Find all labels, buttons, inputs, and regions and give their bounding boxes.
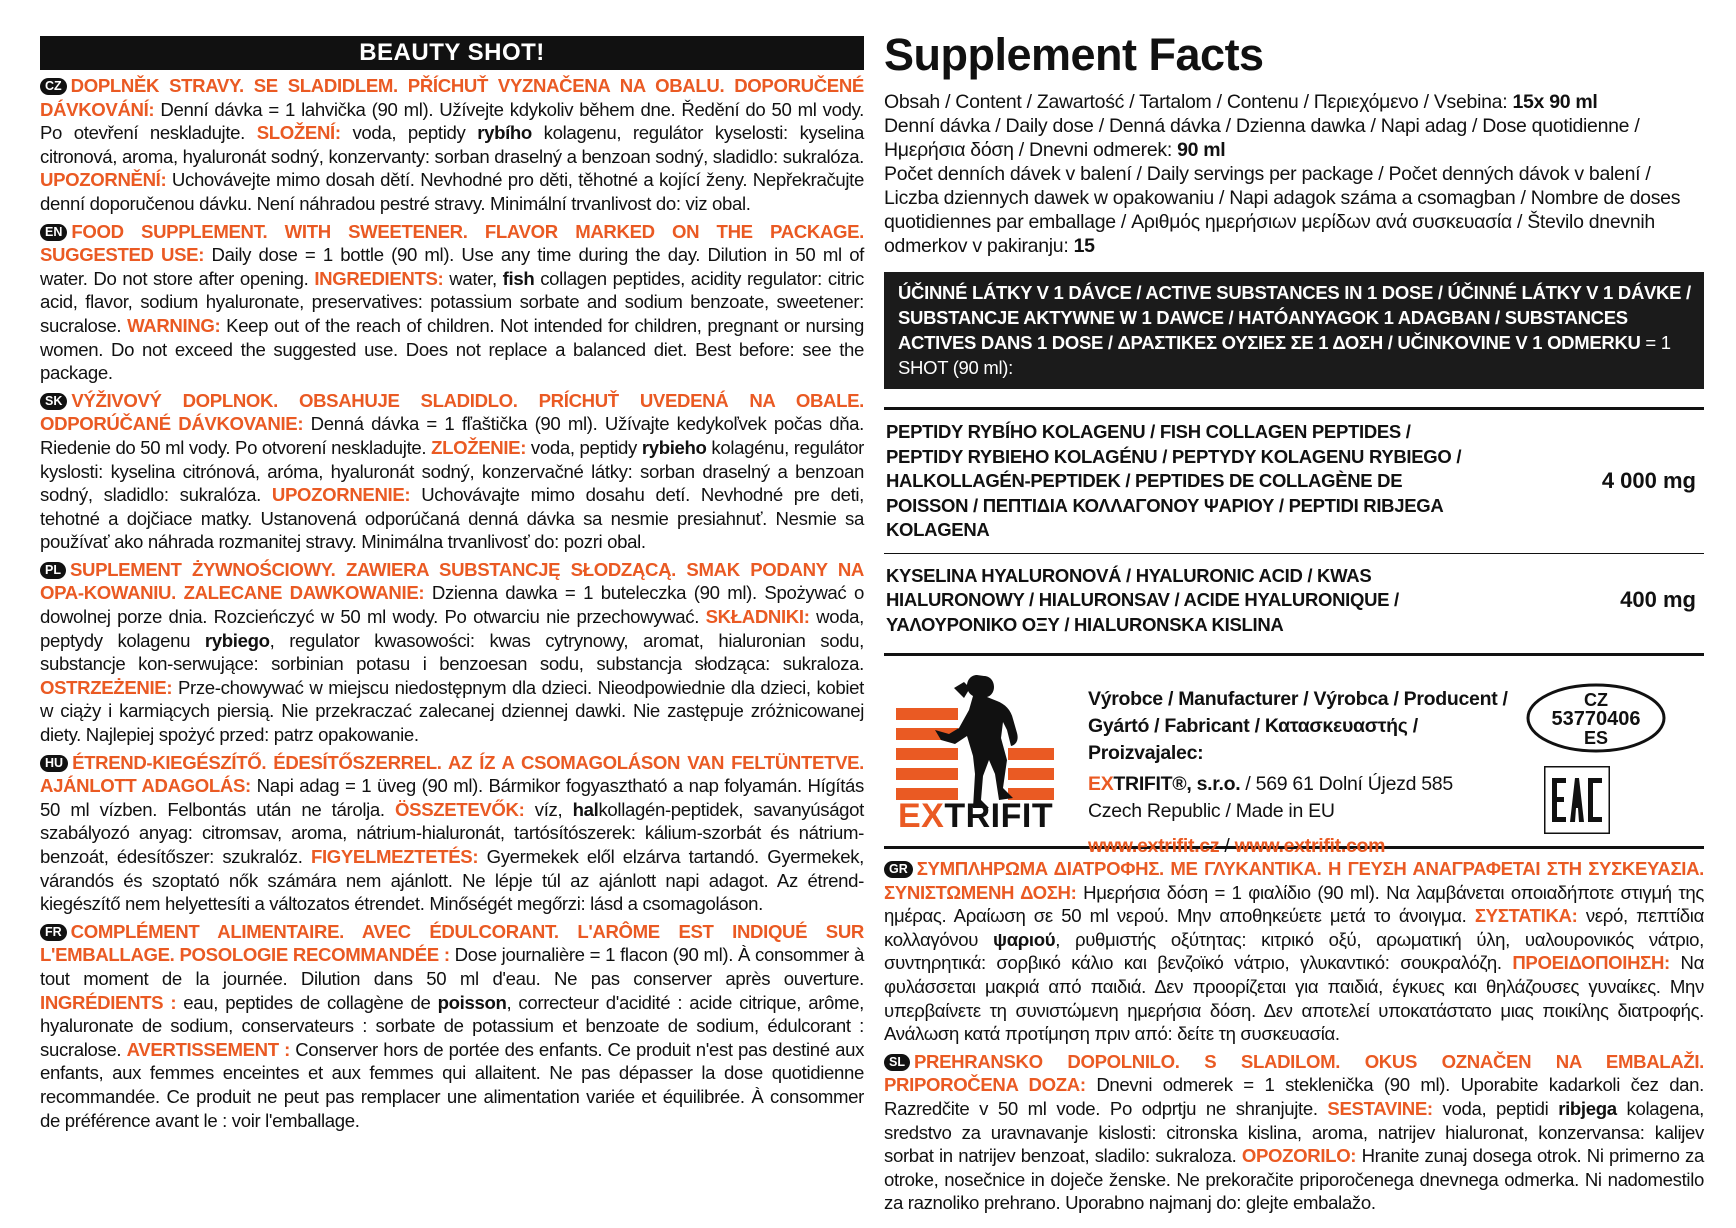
cz-code-es: ES: [1583, 728, 1609, 748]
ingredient-row: [884, 410, 1704, 553]
lang-text: FOOD SUPPLEMENT. WITH SWEETENER. FLAVOR MARKED ON THE PACKAGE. SUGGESTED USE: Daily dose = 1 bottle (90 ml). Use any time during the day. Dilution in 50 ml of water. Do not store after opening. INGREDIENTS: water, fish collagen peptides, acidity regulator: citric acid, flavor, sodium hyaluronate, preservatives: potassium sorbate and sodium benzoate, sweetener: sucralose. WARNING: Keep out of the reach of children. Not intended for children, pregnant or nursing women. Do not exceed the suggested use. Does not replace a balanced diet. Best before: see the package.: [40, 220, 864, 384]
lang-section-sk: [40, 389, 864, 554]
right-column: [884, 30, 1704, 1215]
company-address: / 569 61 Dolní Újezd 585: [1240, 773, 1453, 795]
lang-text: VÝŽIVOVÝ DOPLNOK. OBSAHUJE SLADIDLO. PRÍCHUŤ UVEDENÁ NA OBALE. ODPORÚČANÉ DÁVKOVANIE: Denná dávka = 1 fľaštička (90 ml). Užívajte kedykoľvek počas dňa. Riedenie do 50 ml vody. Po otvorení neskladujte. ZLOŽENIE: voda, peptidy rybieho kolagénu, regulátor kyslosti: kyselina citrónová, aróma, hyaluronát sodný, konzervačné látky: sorban draselný a benzoan sodný, sladidlo: sukralóza. UPOZORNENIE: Uchovávajte mimo dosahu detí. Nevhodné pre deti, tehotné a dojčiace matky. Ustanovená odporúčaná denná dávka sa nesmie presiahnuť. Nesmie sa používať ako náhrada rozmanitej stravy. Minimálna trvanlivosť do: pozri obal.: [40, 389, 864, 553]
lang-section-cz: [40, 74, 864, 216]
cz-code-number: 53770406: [1551, 708, 1641, 730]
lang-text: DOPLNĚK STRAVY. SE SLADIDLEM. PŘÍCHUŤ VYZNAČENA NA OBALU. DOPORUČENÉ DÁVKOVÁNÍ: Denní dávka = 1 lahvička (90 ml). Užívejte kdykoliv během dne. Ředění do 50 ml vody. Po otevření neskladujte. SLOŽENÍ: voda, peptidy rybího kolagenu, regulátor kyselosti: kyselina citronová, aroma, hyaluronát sodný, konzervanty: sorban draselný a benzoan sodný, sladidlo: sukralóza. UPOZORNĚNÍ: Uchovávejte mimo dosah dětí. Nevhodné pro děti, těhotné a kojící ženy. Nepřekračujte denní doporučenou dávku. Není náhradou pestré stravy. Minimální trvanlivost do: viz obal.: [40, 75, 864, 214]
lang-badge-icon: SL: [884, 1054, 910, 1071]
lang-badge-icon: GR: [884, 861, 913, 878]
ingredient-name: KYSELINA HYALURONOVÁ / HYALURONIC ACID / KWAS HIALURONOWY / HIALURONSAV / ACIDE HYALURONIQUE / ΥΑΛΟΥΡΟΝΙΚΟ ΟΞΥ / HIALURONSKA KISLINA: [886, 564, 1399, 635]
lang-badge-icon: SK: [40, 393, 67, 410]
manufacturer-label: Výrobce / Manufacturer / Výrobca / Producent / Gyártó / Fabricant / Κατασκευαστής / Proizvajalec:: [1088, 688, 1508, 764]
ingredient-name: PEPTIDY RYBÍHO KOLAGENU / FISH COLLAGEN PEPTIDES / PEPTIDY RYBIEHO KOLAGÉNU / PEPTYDY KOLAGENU RYBIEGO / HALKOLLAGÉN-PEPTIDEK / PEPTIDES DE COLLAGÈNE DE POISSON / ΠΕΠΤΙΔΙΑ ΚΟΛΛΑΓΟΝΟΥ ΨΑΡΙΟΥ / PEPTIDI RIBJEGA KOLAGENA: [886, 421, 1462, 540]
company-name-prefix: EX: [1088, 773, 1114, 795]
left-column: [40, 36, 864, 1132]
website-link[interactable]: www.extrifit.cz: [1088, 835, 1220, 857]
extrifit-logo: [896, 668, 1054, 843]
country-line: Czech Republic / Made in EU: [1088, 800, 1335, 822]
eac-icon: [1544, 766, 1610, 834]
company-legal: ®, s.r.o.: [1172, 773, 1241, 795]
cz-code-country: CZ: [1584, 690, 1608, 710]
logo-ex-text: EX: [898, 797, 945, 835]
lang-section-en: [40, 220, 864, 385]
lang-section-sl: [884, 1050, 1704, 1215]
lang-text: ÉTREND-KIEGÉSZÍTŐ. ÉDESÍTŐSZERREL. AZ ÍZ A CSOMAGOLÁSON VAN FELTÜNTETVE. AJÁNLOTT ADAGOLÁS: Napi adag = 1 üveg (90 ml). Bármikor fogyasztható a nap folyamán. Hígítás 50 ml vízben. Felbontás után ne tárolja. ÖSSZETEVŐK: víz, halkollagén-peptidek, savanyúságot szabályozó anyag: citromsav, aroma, nátrium-hialuronát, tartósítószerek: kálium-szorbát és nátrium-benzoát, édesítőszer: szukralóz. FIGYELMEZTETÉS: Gyermekek elől elzárva tartandó. Gyermekek, várandós és szoptató nők számára nem ajánlott. Ne lépje túl az ajánlott napi adagot. Az étrend-kiegészítő nem helyettesíti a változatos étrendet. Minőségét megőrzi: lásd a csomagoláson.: [40, 751, 864, 915]
web-separator: /: [1219, 835, 1235, 857]
language-sections-right: [884, 857, 1704, 1215]
content-line: Obsah / Content / Zawartość / Tartalom / Contenu / Περιεχόμενο / Vsebina: 15x 90 ml: [884, 91, 1598, 113]
lang-badge-icon: FR: [40, 924, 67, 941]
eac-mark: [1544, 766, 1610, 834]
company-line: [1088, 771, 1508, 798]
lang-text: PREHRANSKO DOPOLNILO. S SLADILOM. OKUS OZNAČEN NA EMBALAŽI. PRIPOROČENA DOZA: Dnevni odmerek = 1 stekleničkа (90 ml). Uporabite kadarkoli čez dan. Razredčite v 50 ml vode. Po odprtju ne shranjujte. SESTAVINE: voda, peptidi ribjega kolagena, sredstvo za uravnavanje kislosti: citronska kislina, aroma, natrijev hialuronat, konzervansa: kalijev sorbat in natrijev benzoat, sladilo: sukraloza. OPOZORILO: Hranite zunaj dosega otrok. Ni primerno za otroke, nosečnice in doječe ženske. Ne prekoračite priporočenega dnevnega odmerka. Ni nadomestilo za raznoliko prehrano. Uporabno najmanj do: glejte embalažo.: [884, 1050, 1704, 1214]
lang-badge-icon: EN: [40, 224, 67, 241]
logo-wordmark: [898, 796, 1053, 836]
ingredient-amount: 4 000 mg: [1601, 468, 1696, 494]
lang-badge-icon: HU: [40, 755, 68, 772]
logo-trifit-text: TRIFIT: [944, 797, 1054, 835]
web-line: [1088, 833, 1508, 860]
lang-text: COMPLÉMENT ALIMENTAIRE. AVEC ÉDULCORANT. L'ARÔME EST INDIQUÉ SUR L'EMBALLAGE. POSOLOGIE RECOMMANDÉE : Dose journalière = 1 flacon (90 ml). À consommer à tout moment de la journée. Dilution dans 50 ml d'eau. Ne pas conserver après ouverture. INGRÉDIENTS : eau, peptides de collagène de poisson, correcteur d'acidité : acide citrique, arôme, hyaluronate de sodium, conservateurs : sorbate de potassium et benzoate de sodium, édulcorant : sucralose. AVERTISSEMENT : Conserver hors de portée des enfants. Ce produit n'est pas destiné aux enfants, aux femmes enceintes et aux femmes qui allaitent. Ne pas dépasser la dose quotidienne recommandée. Ce produit ne peut pas remplacer une alimentation variée et équilibrée. À consommer de préférence avant le : voir l'emballage.: [40, 920, 865, 1131]
lang-text: ΣΥΜΠΛΗΡΩΜΑ ΔΙΑΤΡΟΦΗΣ. ΜΕ ΓΛΥΚΑΝΤΙΚΑ. Η ΓΕΥΣΗ ΑΝΑΓΡΑΦΕΤΑΙ ΣΤΗ ΣΥΣΚΕΥΑΣΙΑ. ΣΥΝΙΣΤΩΜΕΝΗ ΔΟΣΗ: Ημερήσια δόση = 1 φιαλίδιο (90 ml). Να λαμβάνεται οποιαδήποτε στιγμή της ημέρας. Αραίωση σε 50 ml νερού. Μην αποθηκεύετε μετά το άνοιγμα. ΣΥΣΤΑΤΙΚΑ: νερό, πεπτίδια κολλαγόνου ψαριού, ρυθμιστής οξύτητας: κιτρικό οξύ, αρωματική ύλη, υαλουρονικός νάτριο, συντηρητικά: σορβικό κάλιο και βενζοϊκό νάτριο, γλυκαντικό: σουκραλόζη. ΠΡΟΕΙΔΟΠΟΙΗΣΗ: Να φυλάσσεται μακριά από παιδιά. Δεν προορίζεται για παιδιά, έγκυες και θηλάζουσες γυναίκες. Μην υπερβαίνετε τη συνιστώμενη ημερήσια δόση. Δεν αποτελεί υποκατάστατο μιας ποικίλης διατροφής. Ανάλωση κατά προτίμηση πριν από: δείτε τη συσκευασία.: [884, 858, 1704, 1045]
product-title-bar: BEAUTY SHOT!: [40, 36, 864, 70]
lang-section-gr: [884, 857, 1704, 1046]
servings-line: Počet denních dávek v balení / Daily servings per package / Počet denných dávok v balení / Liczba dziennych dawek w opakowaniu / Napi adagok száma a csomagban / Nombre de doses quotidiennes par emballage / Αριθμός ημερήσιων μερίδων ανά συσκευασία / Število dnevnih odmerkov v pakiranju: 15: [884, 163, 1681, 257]
company-name-suffix: TRIFIT: [1113, 773, 1173, 795]
lang-badge-icon: PL: [40, 562, 66, 579]
daily-dose-line: Denní dávka / Daily dose / Denná dávka / Dzienna dawka / Napi adag / Dose quotidienne / Ημερήσια δόση / Dnevni odmerek: 90 ml: [884, 115, 1640, 161]
manufacturer-block: [884, 656, 1704, 857]
approval-mark-icon: [1524, 682, 1668, 754]
active-substances-header: ÚČINNÉ LÁTKY V 1 DÁVCE / ACTIVE SUBSTANCES IN 1 DOSE / ÚČINNÉ LÁTKY V 1 DÁVKE / SUBSTANCJE AKTYWNE W 1 DAWCE / HATÓANYAGOK 1 ADAGBAN / SUBSTANCES ACTIVES DANS 1 DOSE / ΔΡΑΣΤΙΚΕΣ ΟΥΣΙΕΣ ΣΕ 1 ΔΟΣΗ / UČINKOVINE V 1 ODMERKU = 1 SHOT (90 ml):: [884, 272, 1704, 389]
lang-section-fr: [40, 920, 864, 1132]
cz-approval-oval: [1524, 682, 1668, 752]
lang-section-hu: [40, 751, 864, 916]
website-link[interactable]: www.extrifit.com: [1234, 835, 1386, 857]
supplement-facts-title: Supplement Facts: [884, 29, 1264, 80]
lang-section-pl: [40, 558, 864, 747]
manufacturer-info: [1088, 686, 1508, 860]
lang-text: SUPLEMENT ŻYWNOŚCIOWY. ZAWIERA SUBSTANCJĘ SŁODZĄCĄ. SMAK PODANY NA OPA-KOWANIU. ZALECANE DAWKOWANIE: Dzienna dawka = 1 buteleczka (90 ml). Spożywać o dowolnej porze dnia. Rozcieńczyć w 50 ml wody. Po otwarciu nie przechowywać. SKŁADNIKI: woda, peptydy kolagenu rybiego, regulator kwasowości: kwas cytrynowy, aromat, hialuronian sodu, substancje kon-serwujące: sorbinian potasu i benzoesan sodu, substancja słodząca: sukraloza. OSTRZEŻENIE: Prze-chowywać w miejscu niedostępnym dla dzieci. Nieodpowiednie dla dzieci, kobiet w ciąży i karmiących piersią. Nie przekraczać zalecanej dziennej dawki. Nie zastępuje zróżnicowanej diety. Najlepiej spożyć przed: patrz opakowanie.: [40, 558, 864, 746]
lang-badge-icon: CZ: [40, 78, 67, 95]
ingredient-row: [884, 554, 1704, 648]
language-sections-left: [40, 74, 864, 1132]
ingredient-amount: 400 mg: [1620, 587, 1696, 613]
